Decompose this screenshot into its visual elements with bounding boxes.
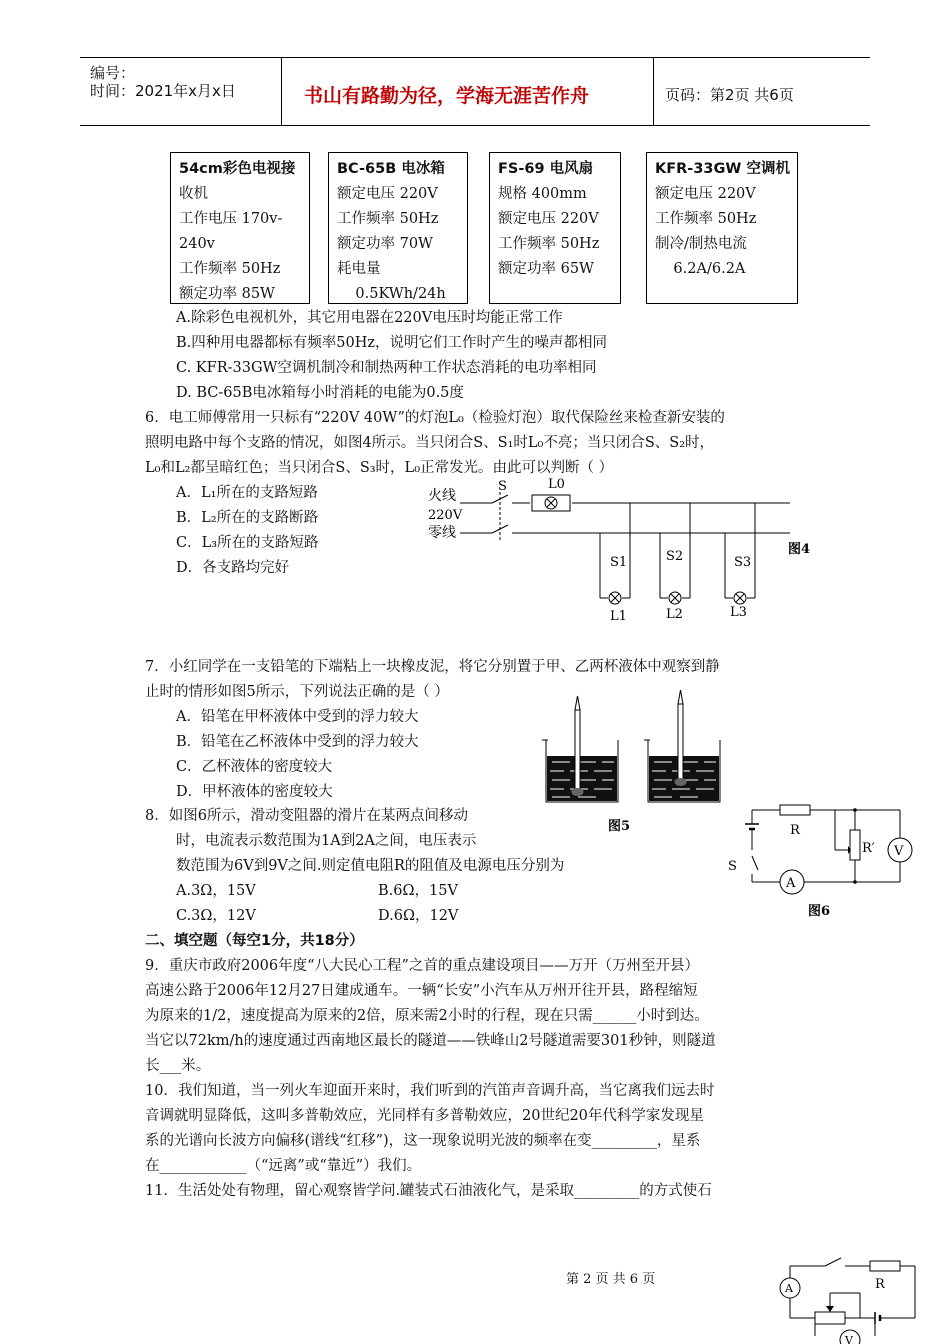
switch-s1-label: S1 (610, 555, 628, 570)
ammeter-label: A (786, 876, 796, 891)
figure-5-caption: 图5 (608, 819, 631, 834)
q8-option-c: C.3Ω，12V (176, 908, 256, 924)
q7-option-d: D．甲杯液体的密度较大 (176, 784, 333, 800)
lamp-l2-label: L2 (666, 607, 683, 622)
switch-s2-label: S2 (666, 549, 684, 564)
spec-line: 额定功率 70W (337, 236, 433, 252)
spec-title: BC-65B 电冰箱 (337, 161, 445, 177)
spec-box-tv (170, 152, 310, 304)
header-top-rule (80, 57, 870, 58)
lamp-l3-label: L3 (730, 605, 747, 620)
voltmeter-label: V (894, 844, 904, 859)
corner-voltmeter-label: V (845, 1334, 853, 1344)
spec-line: 工作电压 170v- (179, 211, 283, 227)
lamp-l0-label: L0 (548, 477, 565, 492)
q8-stem-line: 数范围为6V到9V之间.则定值电阻R的阻值及电源电压分别为 (176, 858, 565, 874)
switch-s-label: S (728, 859, 737, 874)
spec-title: 54cm彩色电视接 (179, 161, 296, 177)
q7-stem-line: 止时的情形如图5所示，下列说法正确的是（ ） (145, 684, 449, 700)
q6-option-a: A．L₁所在的支路短路 (176, 485, 318, 501)
q9-line: 9．重庆市政府2006年度“八大民心工程”之首的重点建设项目——万开（万州至开县） (145, 958, 699, 974)
branch-2 (660, 503, 690, 622)
spec-line: 额定电压 220V (337, 186, 438, 202)
q6-stem-line: L₀和L₂都呈暗红色；当只闭合S、S₃时，L₀正常发光。由此可以判断（ ） (145, 460, 614, 476)
lamp-l1-label: L1 (610, 609, 627, 624)
header-bottom-rule (80, 125, 870, 126)
q11-line: 11．生活处处有物理，留心观察皆学问.罐装式石油液化气，是采取_________的方式使石 (145, 1183, 712, 1199)
switch-s-label: S (498, 479, 507, 494)
q5-option-d: D. BC-65B电冰箱每小时消耗的电能为0.5度 (176, 385, 464, 401)
spec-line: 240v (179, 236, 215, 252)
figure-4-circuit (420, 470, 820, 630)
q8-option-d: D.6Ω，12V (378, 908, 459, 924)
branch-1 (600, 503, 630, 624)
q6-stem-line: 照明电路中每个支路的情况，如图4所示。当只闭合S、S₁时L₀不亮；当只闭合S、S₂时， (145, 435, 715, 451)
q9-line: 为原来的1/2，速度提高为原来的2倍，原来需2小时的行程，现在只需______小时到达。 (145, 1008, 709, 1024)
corner-resistor-label: R (875, 1277, 885, 1292)
beaker-jia (542, 696, 618, 802)
figure-6-caption: 图6 (808, 904, 831, 919)
figure-5-beakers (540, 690, 730, 840)
q10-line: 在____________（“远离”或“靠近”）我们。 (145, 1158, 422, 1174)
q10-line: 系的光谱向长波方向偏移(谱线“红移”)，这一现象说明光波的频率在变_________，星系 (145, 1133, 701, 1149)
q7-option-c: C．乙杯液体的密度较大 (176, 759, 333, 775)
spec-box-fan (489, 152, 621, 304)
spec-line: 额定电压 220V (498, 211, 599, 227)
q5-option-b: B.四种用电器都标有频率50Hz，说明它们工作时产生的噪声都相同 (176, 335, 607, 351)
figure-6-circuit (720, 800, 920, 925)
rheostat-label: R′ (862, 841, 875, 856)
spec-box-fridge (328, 152, 468, 304)
spec-line: 制冷/制热电流 (655, 236, 747, 252)
header-motto: 书山有路勤为径，学海无涯苦作舟 (304, 85, 590, 107)
fire-line-label: 火线 (428, 488, 456, 504)
header-time: 时间：2021年x月x日 (90, 82, 236, 100)
q6-option-d: D．各支路均完好 (176, 560, 290, 576)
spec-line: 额定功率 85W (179, 286, 275, 302)
q9-line: 高速公路于2006年12月27日建成通车。一辆“长安”小汽车从万州开往开县，路程缩短 (145, 983, 698, 999)
section-2-heading: 二、填空题（每空1分，共18分） (145, 933, 364, 949)
spec-line: 6.2A/6.2A (655, 261, 746, 277)
spec-line: 耗电量 (337, 261, 381, 277)
corner-circuit-fragment (775, 1248, 945, 1344)
header-divider-left (281, 57, 282, 126)
q8-stem-line: 时，电流表示数范围为1A到2A之间，电压表示 (176, 833, 477, 849)
corner-ammeter-label: A (785, 1282, 793, 1295)
spec-line: 工作频率 50Hz (179, 261, 281, 277)
q8-option-b: B.6Ω，15V (378, 883, 458, 899)
spec-box-aircon (646, 152, 798, 304)
header-page-info: 页码：第2页 共6页 (665, 86, 794, 104)
q10-line: 音调就明显降低，这叫多普勒效应，光同样有多普勒效应，20世纪20年代科学家发现星 (145, 1108, 704, 1124)
figure-4-caption: 图4 (788, 542, 811, 557)
neutral-line-label: 零线 (428, 525, 456, 541)
q5-option-a: A.除彩色电视机外，其它用电器在220V电压时均能正常工作 (176, 310, 563, 326)
beaker-yi (644, 690, 720, 802)
q6-option-b: B．L₂所在的支路断路 (176, 510, 319, 526)
spec-line: 额定功率 65W (498, 261, 594, 277)
q9-line: 当它以72km/h的速度通过西南地区最长的隧道——铁峰山2号隧道需要301秒钟，则隧道 (145, 1033, 716, 1049)
q7-stem-line: 7．小红同学在一支铅笔的下端粘上一块橡皮泥，将它分别置于甲、乙两杯液体中观察到静 (145, 659, 720, 675)
spec-line: 工作频率 50Hz (498, 236, 600, 252)
q10-line: 10．我们知道，当一列火车迎面开来时，我们听到的汽笛声音调升高，当它离我们远去时 (145, 1083, 715, 1099)
spec-line: 0.5KWh/24h (337, 286, 446, 302)
q5-option-c: C. KFR-33GW空调机制冷和制热两种工作状态消耗的电功率相同 (176, 360, 597, 376)
spec-line: 额定电压 220V (655, 186, 756, 202)
q8-stem-line: 8．如图6所示，滑动变阻器的滑片在某两点间移动 (145, 808, 468, 824)
spec-line: 工作频率 50Hz (337, 211, 439, 227)
spec-line: 工作频率 50Hz (655, 211, 757, 227)
voltage-label: 220V (428, 508, 463, 523)
spec-title: KFR-33GW 空调机 (655, 161, 790, 177)
spec-line: 收机 (179, 186, 208, 202)
q6-stem-line: 6．电工师傅常用一只标有“220V 40W”的灯泡L₀（检验灯泡）取代保险丝来检查新安装的 (145, 410, 725, 426)
q9-line: 长___米。 (145, 1058, 211, 1074)
switch-s3-label: S3 (734, 555, 752, 570)
q7-option-b: B．铅笔在乙杯液体中受到的浮力较大 (176, 734, 419, 750)
header-number: 编号： (90, 64, 136, 82)
q6-option-c: C．L₃所在的支路短路 (176, 535, 319, 551)
branch-3 (725, 503, 755, 620)
footer-page-number: 第 2 页 共 6 页 (566, 1272, 656, 1287)
spec-title: FS-69 电风扇 (498, 161, 594, 177)
q8-option-a: A.3Ω，15V (176, 883, 256, 899)
resistor-r-label: R (790, 823, 800, 838)
spec-line: 规格 400mm (498, 186, 587, 202)
q7-option-a: A．铅笔在甲杯液体中受到的浮力较大 (176, 709, 419, 725)
header-divider-right (653, 57, 654, 126)
